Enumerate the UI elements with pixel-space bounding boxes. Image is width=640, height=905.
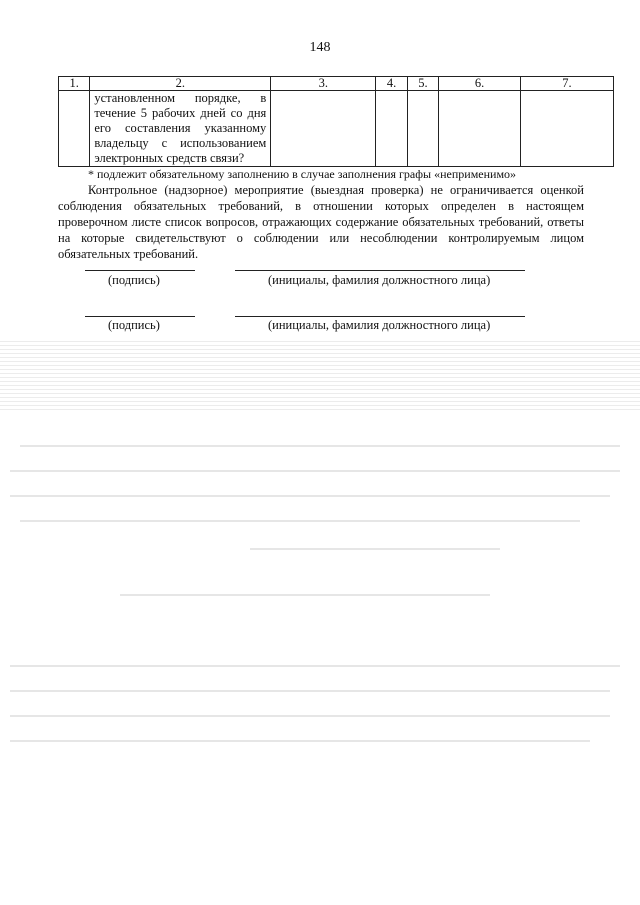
scan-artifact: [10, 665, 620, 667]
scan-artifact: [250, 548, 500, 550]
table-header-row: [59, 77, 614, 91]
scan-artifact: [10, 715, 610, 717]
name-line-2: [235, 316, 525, 317]
page-number: 148: [309, 40, 331, 55]
col-header-6: 6.: [439, 77, 521, 91]
scan-artifact: [120, 594, 490, 596]
body-paragraph: Контрольное (надзорное) мероприятие (выездная проверка) не ограничивается оценкой соблюдения обязательных требований, в отношении которых определен в настоящем проверочном листе список вопросов, отражающих содержание обязательных требований, ответы на которые свидетельствуют о соблюдении или несоблюдении контролируемым лицом обязательных требований.: [58, 183, 584, 261]
col-header-7: 7.: [520, 77, 613, 91]
scan-artifact: [10, 470, 620, 472]
col-header-1: 1.: [59, 77, 90, 91]
table-row: [59, 91, 614, 167]
cell-col7: [520, 91, 613, 167]
cell-col3: [271, 91, 376, 167]
col-header-4: 4.: [376, 77, 407, 91]
scan-noise-band: [0, 340, 640, 410]
cell-col6: [439, 91, 521, 167]
col-header-3: 3.: [271, 77, 376, 91]
signature-line-1: [85, 270, 195, 271]
checklist-table: [58, 76, 614, 167]
cell-number: [59, 91, 90, 167]
scan-artifact: [20, 520, 580, 522]
col-header-2: 2.: [90, 77, 271, 91]
name-label-2: (инициалы, фамилия должностного лица): [268, 318, 491, 332]
scan-artifact: [10, 740, 590, 742]
name-line-1: [235, 270, 525, 271]
scan-artifact: [10, 690, 610, 692]
name-label-1: (инициалы, фамилия должностного лица): [268, 273, 491, 287]
cell-col5: [407, 91, 438, 167]
col-header-5: 5.: [407, 77, 438, 91]
scan-artifact: [20, 445, 620, 447]
scan-artifact: [10, 495, 610, 497]
question-cell: установленном порядке, в течение 5 рабочих дней со дня его составления указанному владельцу с использованием электронных средств связи?: [90, 91, 271, 167]
footnote: * подлежит обязательному заполнению в случае заполнения графы «неприменимо»: [88, 167, 517, 181]
signature-label-1: (подпись): [108, 273, 160, 287]
signature-line-2: [85, 316, 195, 317]
signature-label-2: (подпись): [108, 318, 160, 332]
cell-col4: [376, 91, 407, 167]
